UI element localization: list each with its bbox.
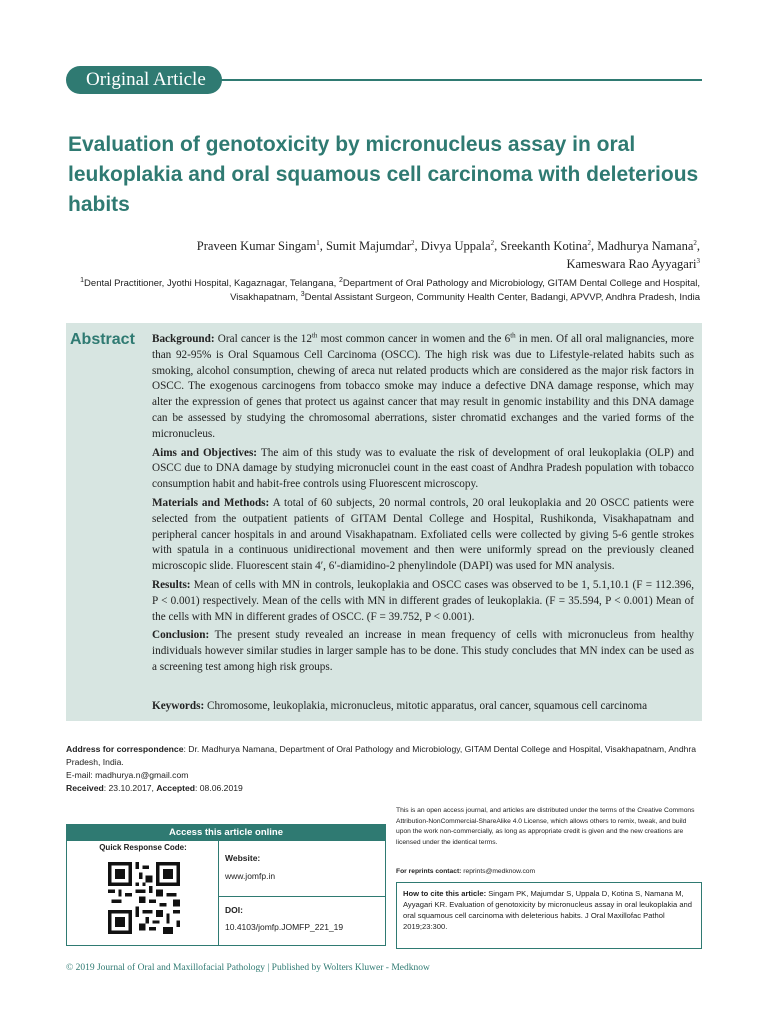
abstract-body — [152, 332, 694, 679]
abstract-methods — [152, 496, 694, 575]
author-affil-ref: 1 — [316, 238, 320, 247]
section-label: Materials and Methods: — [152, 496, 270, 509]
section-text: Mean of cells with MN in controls, leukoplakia and OSCC cases was observed to be 1, 5.1,10.1 (F = 112.396, P < 0.001) respectively. Mean of the cells with MN in different grades of leukoplakia. (F = 35.594, P < 0.001) Mean of the cells with MN in different grades of OSCC. (F = 39.752, P < 0.001). — [152, 578, 694, 623]
author-affil-ref: 2 — [587, 238, 591, 247]
correspondence-block — [66, 743, 706, 795]
reprints-note — [396, 868, 702, 875]
section-label: Results: — [152, 578, 191, 591]
abstract-results — [152, 578, 694, 625]
qr-label: Quick Response Code: — [99, 843, 187, 852]
received-date: : 23.10.2017, — [103, 783, 157, 793]
doi-label: DOI: — [225, 905, 243, 915]
citation-label: How to cite this article: — [403, 889, 487, 898]
article-type-badge: Original Article — [66, 66, 222, 94]
access-divider — [218, 896, 386, 897]
affil-text: Department of Oral Pathology and Microbiology, GITAM Dental College and Hospital, Visakhapatnam, — [230, 278, 700, 303]
abstract-background — [152, 332, 694, 443]
article-title: Evaluation of genotoxicity by micronucleus assay in oral leukoplakia and oral squamous cell carcinoma with deleterious habits — [68, 133, 699, 216]
section-text: The aim of this study was to evaluate the risk of development of oral leukoplakia (OLP) and OSCC due to DNA damage by studying micronuclei count in the east coast of Andhra Pradesh population with tobacco consumption habit and habit-free controls using Fluorescent microscopy. — [152, 446, 694, 491]
author-affil-ref: 2 — [693, 238, 697, 247]
affil-mark: 1 — [80, 276, 85, 284]
author-affil-ref: 2 — [411, 238, 415, 247]
abstract-heading: Abstract — [70, 331, 135, 348]
author-name: Kameswara Rao Ayyagari — [566, 257, 697, 271]
affil-text: Dental Practitioner, Jyothi Hospital, Kagaznagar, Telangana, — [84, 278, 339, 289]
author-list: Praveen Kumar Singam$^1$, Sumit Majumdar$^2$, Divya Uppala$^2$, Sreekanth Kotina$^2$, Madhurya Namana$^2$, Kameswara Rao Ayyagari$^3$ — [196, 238, 700, 271]
section-text: most common cancer in women and the 6 — [317, 333, 511, 345]
affil-text: Dental Assistant Surgeon, Community Health Center, Badangi, APVVP, Andhra Pradesh, India — [304, 292, 700, 303]
doi-link[interactable]: 10.4103/jomfp.JOMFP_221_19 — [225, 922, 344, 932]
affiliations — [60, 277, 700, 305]
abstract-aims — [152, 446, 694, 493]
section-label: Conclusion: — [152, 629, 210, 642]
ordinal-sup: th — [311, 331, 318, 340]
section-text: Oral cancer is the 12 — [214, 333, 312, 345]
reprints-label: For reprints contact: — [396, 868, 462, 875]
abstract-conclusion — [152, 628, 694, 675]
section-text: The present study revealed an increase in mean frequency of cells with micronucleus from healthy individuals however similar studies in larger sample has to be done. This study concludes that MN index can be used as a screening test among high risk groups. — [152, 629, 694, 673]
qr-code-icon[interactable] — [108, 862, 180, 934]
correspondence-label: Address for correspondence — [66, 744, 184, 754]
citation-text: Singam PK, Majumdar S, Uppala D, Kotina S, Namana M, Ayyagari KR. Evaluation of genotoxicity by micronucleus assay in oral leukoplakia and oral squamous cell carcinoma with deleterious habits. J Oral Maxillofac Pathol 2019;23:300. — [403, 889, 692, 931]
keywords-text: Chromosome, leukoplakia, micronucleus, mitotic apparatus, oral cancer, squamous cell carcinoma — [204, 700, 648, 712]
keywords-label: Keywords: — [152, 700, 205, 712]
website-label: Website: — [225, 853, 261, 863]
author-name: Sreekanth Kotina — [500, 239, 588, 253]
correspondence-text: : Dr. Madhurya Namana, Department of Oral Pathology and Microbiology, GITAM Dental College and Hospital, Visakhapatnam, Andhra Pradesh, India. — [66, 744, 697, 767]
received-label: Received — [66, 783, 104, 793]
author-name: Madhurya Namana — [597, 239, 694, 253]
author-affil-ref: 2 — [490, 238, 495, 247]
section-label: Background: — [152, 333, 215, 345]
access-heading: Access this article online — [66, 824, 386, 841]
author-affil-ref: 3 — [696, 256, 700, 265]
section-label: Aims and Objectives: — [152, 446, 258, 459]
author-name: Praveen Kumar Singam — [196, 239, 317, 253]
section-text: A total of 60 subjects, 20 normal controls, 20 oral leukoplakia and 20 OSCC patients were selected from the outpatient patients of GITAM Dental College and Hospital, Rushikonda, Visakhapatnam and peripheral cancer hospitals in and around Visakhapatnam. Exfoliated cells were collected by giving 5-6 gentle strokes with spatula in a continuous unidirectional movement and then were uniformly spread on the previously cleaned microscopic slide. Fluorescent stain 4′, 6′-diamidino-2 phenylindole (DAPI) was used for MN analysis. — [152, 496, 694, 573]
keywords — [152, 700, 702, 712]
website-link[interactable]: www.jomfp.in — [225, 871, 276, 881]
correspondence-email[interactable]: E-mail: madhurya.n@gmail.com — [66, 770, 189, 780]
affil-mark: 2 — [338, 276, 343, 284]
section-text: in men. Of all oral malignancies, more than 92-95% is Oral Squamous Cell Carcinoma (OSCC). The high risk was due to Lifestyle-related habits such as smoking, alcohol consumption, chewing of areca nut related products which are considered as the major risk factors in OSCC. The exogenous carcinogens from tobacco smoke may induce a defective DNA damage response, which may alter the expression of genes that protect us against cancer that may result in genomic instability and this DNA damage can be assessed by studying the chromosomal aberrations, sister chromatid exchanges and the varied forms of the micronucleus. — [152, 333, 694, 440]
header-rule — [212, 79, 702, 81]
author-name: Divya Uppala — [420, 239, 491, 253]
citation-box — [396, 882, 702, 949]
accepted-date: : 08.06.2019 — [195, 783, 243, 793]
affil-mark: 3 — [300, 290, 305, 298]
author-name: Sumit Majumdar — [325, 239, 412, 253]
reprints-email[interactable]: reprints@medknow.com — [461, 868, 536, 875]
footer-copyright: © 2019 Journal of Oral and Maxillofacial Pathology | Published by Wolters Kluwer - Medknow — [66, 963, 430, 973]
access-divider — [218, 841, 219, 946]
license-note: This is an open access journal, and articles are distributed under the terms of the Creative Commons Attribution-NonCommercial-ShareAlike 4.0 License, which allows others to remix, tweak, and build upon the work non-commercially, as long as appropriate credit is given and the new creations are licensed under the identical terms. — [396, 807, 695, 846]
accepted-label: Accepted — [156, 783, 195, 793]
ordinal-sup: th — [510, 331, 516, 340]
